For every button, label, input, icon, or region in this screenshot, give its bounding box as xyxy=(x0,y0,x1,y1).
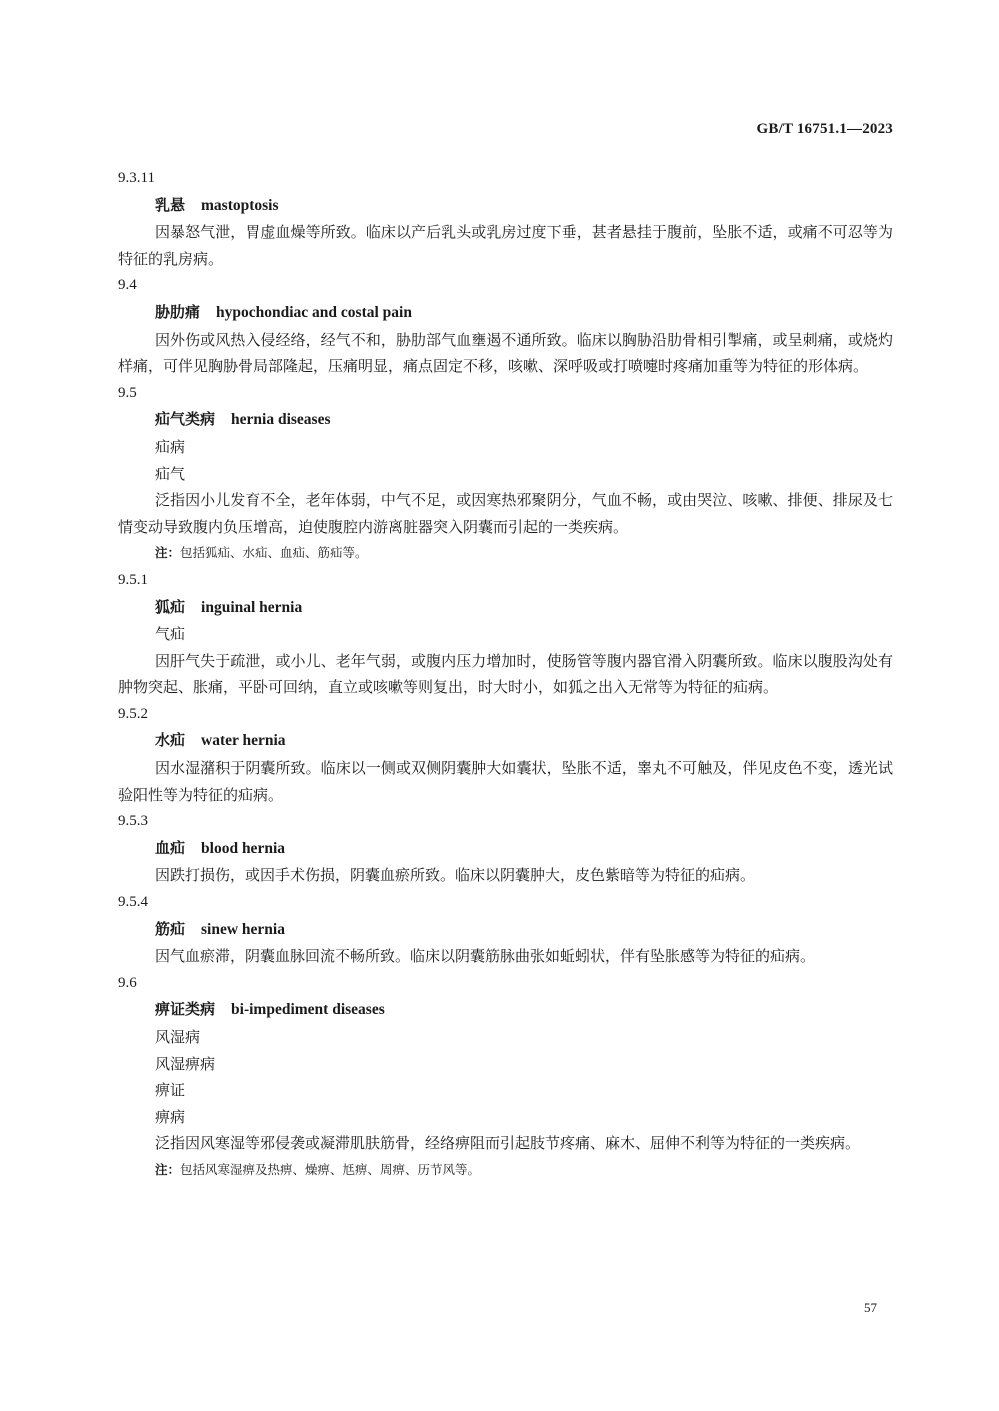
entry xyxy=(118,701,893,808)
note-label: 注： xyxy=(155,1161,181,1177)
term-cn: 筋疝 xyxy=(155,919,186,938)
entry-term xyxy=(118,406,893,434)
entry-definition: 泛指因风寒湿等邪侵袭或凝滞肌肤筋骨，经络痹阻而引起肢节疼痛、麻木、屈伸不利等为特征的一类疾病。 xyxy=(155,1134,861,1153)
entry-synonym: 疝病 xyxy=(155,437,186,456)
entry-definition: 因暴怒气泄，胃虚血燥等所致。临床以产后乳头或乳房过度下垂，甚者悬挂于腹前，坠胀不适，或痛不可忍等为特征的乳房病。 xyxy=(118,223,893,268)
entry xyxy=(118,808,893,889)
term-en: blood hernia xyxy=(201,839,285,857)
entry-definition: 因气血瘀滞，阴囊血脉回流不畅所致。临床以阴囊筋脉曲张如蚯蚓状，伴有坠胀感等为特征的疝病。 xyxy=(155,947,816,966)
entry-synonym: 气疝 xyxy=(155,625,186,644)
term-cn: 血疝 xyxy=(155,838,186,857)
entry xyxy=(118,165,893,272)
entry-term xyxy=(118,594,893,622)
entry-term xyxy=(118,192,893,220)
entry-synonym: 风湿痹病 xyxy=(155,1054,216,1073)
standard-code-header: GB/T 16751.1—2023 xyxy=(756,121,893,137)
document-body xyxy=(118,165,893,1184)
term-en: bi-impediment diseases xyxy=(231,1001,385,1019)
entry-definition: 因外伤或风热入侵经络，经气不和，胁肋部气血壅遏不通所致。临床以胸胁沿肋骨相引掣痛，或呈刺痛，或烧灼样痛，可伴见胸胁骨局部隆起，压痛明显，痛点固定不移，咳嗽、深呼吸或打喷嚏时疼痛加重等为特征的形体病。 xyxy=(118,330,893,376)
entry-definition: 因跌打损伤，或因手术伤损，阴囊血瘀所致。临床以阴囊肿大，皮色紫暗等为特征的疝病。 xyxy=(155,866,756,885)
entry-synonym: 痹病 xyxy=(155,1107,186,1126)
entry-synonym: 疝气 xyxy=(155,464,186,483)
term-en: inguinal hernia xyxy=(201,598,303,616)
entry-number: 9.5.4 xyxy=(118,894,148,911)
entry-number: 9.5.2 xyxy=(118,705,148,722)
entry-number: 9.4 xyxy=(118,277,137,294)
entry xyxy=(118,272,893,379)
entry-note xyxy=(118,540,893,567)
entry-number: 9.5.3 xyxy=(118,813,148,830)
page-number: 57 xyxy=(864,1300,877,1315)
entry-synonym: 痹证 xyxy=(155,1081,186,1100)
entry-number: 9.5 xyxy=(118,384,137,401)
note-text: 包括风寒湿痹及热痹、燥痹、尪痹、周痹、历节风等。 xyxy=(180,1161,481,1177)
entry-synonym: 风湿病 xyxy=(155,1028,201,1046)
entry xyxy=(118,380,893,567)
entry-number: 9.3.11 xyxy=(118,170,155,186)
entry-note xyxy=(118,1157,893,1184)
entry-term xyxy=(118,299,893,327)
entry-number: 9.5.1 xyxy=(118,571,148,588)
note-text: 包括狐疝、水疝、血疝、筋疝等。 xyxy=(180,545,368,561)
entry-term xyxy=(118,835,893,863)
term-en: sinew hernia xyxy=(201,920,285,938)
term-cn: 胁肋痛 xyxy=(155,302,201,321)
entry xyxy=(118,889,893,970)
entry-definition: 泛指因小儿发育不全，老年体弱，中气不足，或因寒热邪聚阴分，气血不畅，或由哭泣、咳嗽、排便、排尿及七情变动导致腹内负压增高，迫使腹腔内游离脏器突入阴囊而引起的一类疾病。 xyxy=(118,491,893,536)
entry-definition: 因肝气失于疏泄，或小儿、老年气弱，或腹内压力增加时，使肠管等腹内器官滑入阴囊所致。临床以腹股沟处有肿物突起、胀痛，平卧可回纳，直立或咳嗽等则复出，时大时小，如狐之出入无常等为特征的疝病。 xyxy=(118,651,893,697)
entry-definition: 因水湿潴积于阴囊所致。临床以一侧或双侧阴囊肿大如囊状，坠胀不适，睾丸不可触及，伴见皮色不变，透光试验阳性等为特征的疝病。 xyxy=(118,759,893,804)
term-cn: 疝气类病 xyxy=(155,410,216,429)
term-cn: 乳悬 xyxy=(155,195,186,214)
term-cn: 痹证类病 xyxy=(155,1000,216,1019)
term-en: hypochondiac and costal pain xyxy=(216,303,412,321)
entry-term xyxy=(118,727,893,755)
term-en: mastoptosis xyxy=(201,196,279,214)
entry-term xyxy=(118,916,893,944)
entry xyxy=(118,567,893,701)
entry xyxy=(118,970,893,1184)
term-en: hernia diseases xyxy=(231,411,331,429)
note-label: 注： xyxy=(155,545,181,561)
term-cn: 狐疝 xyxy=(155,597,186,616)
term-en: water hernia xyxy=(201,732,286,750)
entry-term xyxy=(118,996,893,1024)
term-cn: 水疝 xyxy=(155,731,186,750)
entry-number: 9.6 xyxy=(118,974,137,991)
